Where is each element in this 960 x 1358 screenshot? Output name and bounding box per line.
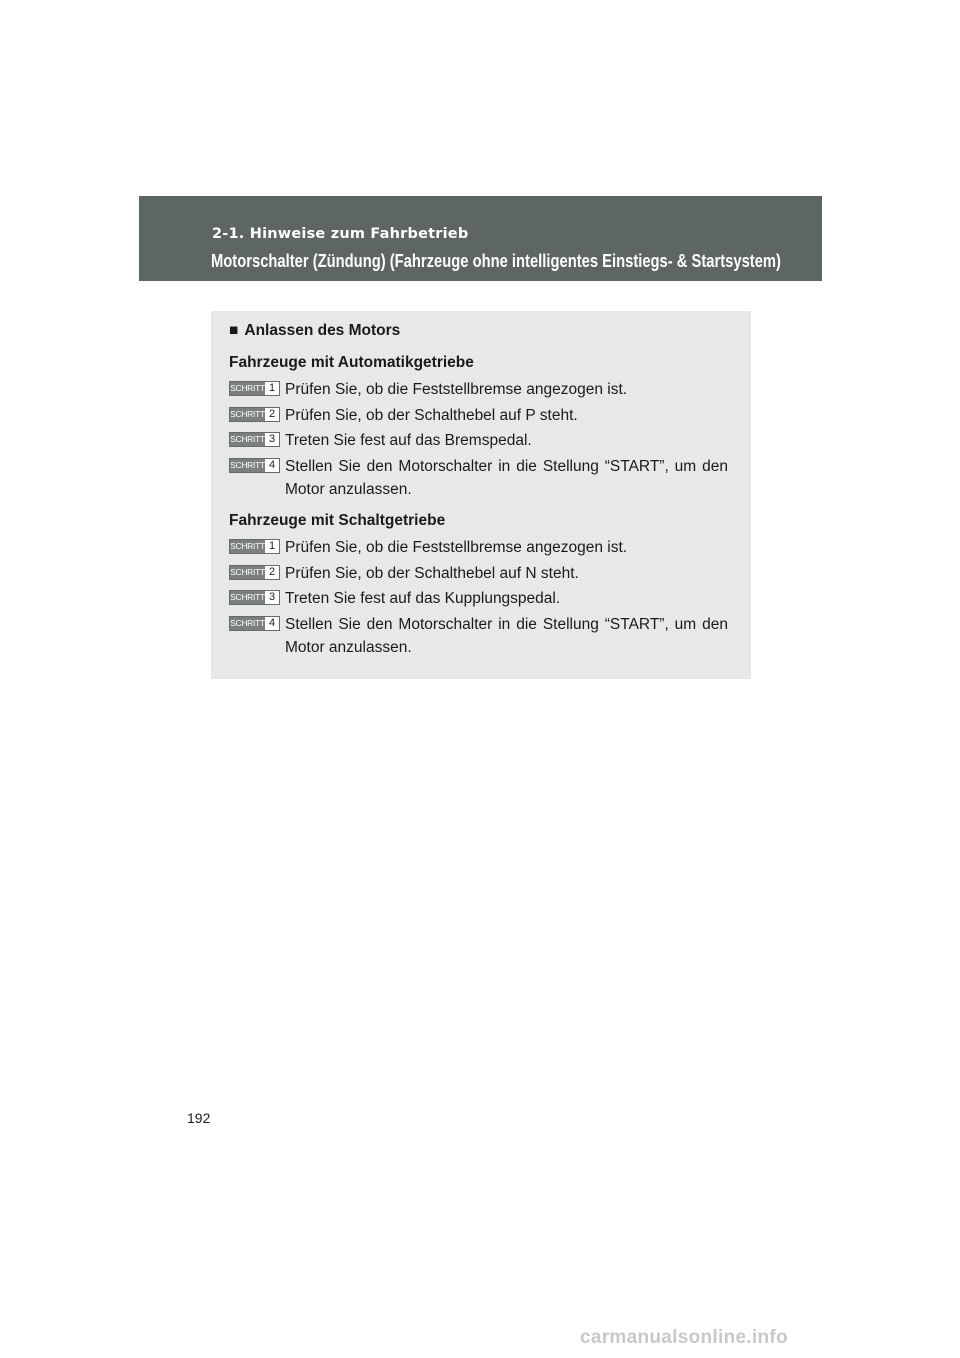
page-number: 192 [187,1110,211,1126]
box-title [229,322,400,340]
step-text: Stellen Sie den Motorschalter in die Stellung “START”, um den Motor anzulassen. [285,458,728,498]
step-text: Treten Sie fest auf das Bremspedal. [285,432,532,449]
step-badge-icon [229,381,280,396]
step-text: Stellen Sie den Motorschalter in die Stellung “START”, um den Motor anzulassen. [285,616,728,656]
step-badge-icon [229,458,280,473]
square-bullet-icon: ■ [229,322,239,339]
step-badge-number: 2 [268,566,276,578]
step-badge-label: SCHRITT [230,460,265,470]
step-badge-icon [229,539,280,554]
step-badge-number: 2 [268,408,276,420]
group-title-automatic: Fahrzeuge mit Automatikgetriebe [229,354,474,371]
box-title-text: Anlassen des Motors [244,322,401,339]
step-badge-label: SCHRITT [230,592,265,602]
step-badge-icon [229,407,280,422]
step-badge-label: SCHRITT [230,541,265,551]
step-badge-icon [229,432,280,447]
step-badge-number: 4 [268,617,276,629]
step-badge-number: 3 [268,591,276,603]
page-title: Motorschalter (Zündung) (Fahrzeuge ohne intelligentes Einstiegs- & Startsystem) [211,251,781,271]
step-text: Prüfen Sie, ob der Schalthebel auf N steht. [285,565,579,582]
info-box [211,311,751,679]
chapter-header [139,196,822,281]
step-badge-number: 1 [268,540,276,552]
step-badge-label: SCHRITT [230,409,265,419]
step-badge-number: 3 [268,433,276,445]
step-badge-label: SCHRITT [230,383,265,393]
watermark: carmanualsonline.info [580,1327,788,1348]
step-badge-icon [229,565,280,580]
step-badge-number: 1 [268,382,276,394]
step-badge-icon [229,616,280,631]
group-title-manual: Fahrzeuge mit Schaltgetriebe [229,512,446,529]
step-badge-label: SCHRITT [230,434,265,444]
step-badge-icon [229,590,280,605]
step-text: Prüfen Sie, ob die Feststellbremse angezogen ist. [285,539,628,556]
step-badge-label: SCHRITT [230,618,265,628]
step-badge-number: 4 [268,459,276,471]
step-text: Prüfen Sie, ob die Feststellbremse angezogen ist. [285,381,628,398]
step-badge-label: SCHRITT [230,567,265,577]
step-text: Treten Sie fest auf das Kupplungspedal. [285,590,561,607]
step-text: Prüfen Sie, ob der Schalthebel auf P steht. [285,407,578,424]
section-label: 2-1. Hinweise zum Fahrbetrieb [212,226,469,242]
